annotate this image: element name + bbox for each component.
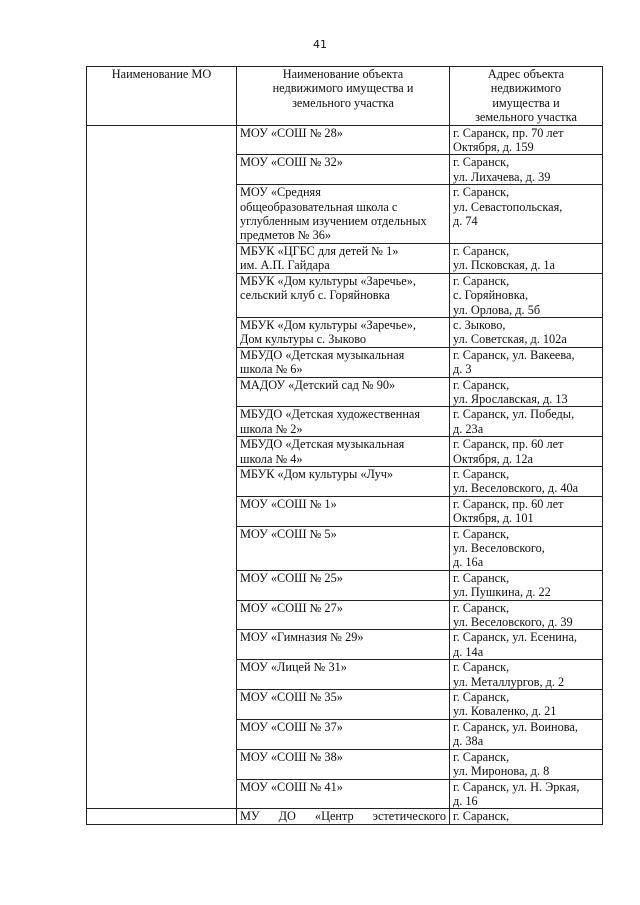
object-address-cell xyxy=(450,347,603,377)
object-name: МОУ «СОШ № 32» xyxy=(240,155,343,170)
object-address-cell xyxy=(450,407,603,437)
object-address-cell xyxy=(450,496,603,526)
object-name: МБУК «Дом культуры «Заречье», Дом культуры с. Зыково xyxy=(240,317,416,347)
object-address-cell xyxy=(450,600,603,630)
object-name: МОУ «СОШ № 28» xyxy=(240,125,343,140)
object-name: МОУ «СОШ № 27» xyxy=(240,600,343,615)
object-name: МБУДО «Детская музыкальная школа № 4» xyxy=(240,437,405,466)
object-address: г. Саранск, ул. Победы, д. 23а xyxy=(453,407,575,436)
object-address: г. Саранск, с. Горяйновка, ул. Орлова, д. 5б xyxy=(453,273,541,317)
object-name: МОУ «Лицей № 31» xyxy=(240,660,347,675)
object-address-cell xyxy=(450,719,603,749)
object-address: г. Саранск, ул. Веселовского, д. 16а xyxy=(453,526,545,570)
object-name: МОУ «СОШ № 38» xyxy=(240,749,343,764)
object-address-cell xyxy=(450,630,603,660)
object-address: г. Саранск, xyxy=(453,809,510,824)
header-mo-label: Наименование МО xyxy=(111,67,212,81)
object-name: МБУДО «Детская музыкальная школа № 6» xyxy=(240,347,405,377)
object-address-cell xyxy=(450,779,603,809)
table-row xyxy=(87,125,603,155)
object-address-cell xyxy=(450,437,603,467)
object-name: МОУ «СОШ № 41» xyxy=(240,779,343,794)
object-name-cell xyxy=(237,660,450,690)
mo-name-cell xyxy=(87,809,237,824)
object-name-cell xyxy=(237,407,450,437)
object-address-cell xyxy=(450,243,603,273)
mo-name-cell xyxy=(87,125,237,809)
object-name-cell xyxy=(237,809,450,824)
object-address: г. Саранск, ул. Ярославская, д. 13 xyxy=(453,377,568,406)
object-address: г. Саранск, ул. Пушкина, д. 22 xyxy=(453,570,551,600)
object-name: МУ ДО «Центр эстетического xyxy=(240,809,446,824)
object-name-cell xyxy=(237,155,450,185)
object-name-cell xyxy=(237,496,450,526)
header-object xyxy=(237,67,450,126)
object-address: г. Саранск, ул. Псковская, д. 1а xyxy=(453,243,555,273)
object-address-cell xyxy=(450,749,603,779)
object-name: МБУК «Дом культуры «Заречье», сельский клуб с. Горяйновка xyxy=(240,273,416,303)
object-name-cell xyxy=(237,690,450,720)
object-name-cell xyxy=(237,466,450,496)
property-table xyxy=(86,66,603,825)
object-address-cell xyxy=(450,809,603,824)
object-address-cell xyxy=(450,377,603,407)
object-name: МБУК «ЦГБС для детей № 1» им. А.П. Гайдара xyxy=(240,243,399,273)
object-address-cell xyxy=(450,185,603,244)
object-name-cell xyxy=(237,377,450,407)
object-name-cell xyxy=(237,243,450,273)
object-address-cell xyxy=(450,125,603,155)
object-address: г. Саранск, ул. Воинова, д. 38а xyxy=(453,719,578,749)
object-name-cell xyxy=(237,749,450,779)
header-object-label: Наименование объекта недвижимого имущества и земельного участка xyxy=(272,67,414,110)
object-name-cell xyxy=(237,317,450,347)
header-mo xyxy=(87,67,237,126)
object-name-cell xyxy=(237,437,450,467)
object-address: с. Зыково, ул. Советская, д. 102а xyxy=(453,317,567,347)
object-name-cell xyxy=(237,630,450,660)
object-address: г. Саранск, ул. Севастопольская, д. 74 xyxy=(453,185,563,229)
table-row xyxy=(87,809,603,824)
object-name: МБУК «Дом культуры «Луч» xyxy=(240,466,394,481)
object-name: МОУ «СОШ № 1» xyxy=(240,496,337,511)
header-address-label: Адрес объекта недвижимого имущества и земельного участка xyxy=(475,67,577,125)
page-number: 41 xyxy=(313,38,327,51)
object-name-cell xyxy=(237,347,450,377)
object-address-cell xyxy=(450,660,603,690)
object-address: г. Саранск, ул. Вакеева, д. 3 xyxy=(453,347,575,377)
object-address: г. Саранск, ул. Н. Эркая, д. 16 xyxy=(453,779,580,808)
object-address-cell xyxy=(450,526,603,570)
object-name-cell xyxy=(237,125,450,155)
object-name: МОУ «СОШ № 37» xyxy=(240,719,343,734)
object-name-cell xyxy=(237,600,450,630)
object-name-cell xyxy=(237,526,450,570)
object-name: МОУ «Средняя общеобразовательная школа с углубленным изучением отдельных предметов № 36» xyxy=(240,185,427,243)
object-name: МОУ «СОШ № 35» xyxy=(240,690,343,705)
object-address-cell xyxy=(450,317,603,347)
object-address: г. Саранск, ул. Коваленко, д. 21 xyxy=(453,690,557,719)
object-name-cell xyxy=(237,779,450,809)
object-address-cell xyxy=(450,690,603,720)
object-name-cell xyxy=(237,570,450,600)
object-name-cell xyxy=(237,719,450,749)
object-name-cell xyxy=(237,273,450,317)
object-address-cell xyxy=(450,570,603,600)
object-address: г. Саранск, пр. 60 лет Октября, д. 12а xyxy=(453,437,564,466)
object-address: г. Саранск, ул. Есенина, д. 14а xyxy=(453,630,577,659)
object-address: г. Саранск, ул. Лихачева, д. 39 xyxy=(453,155,551,184)
object-name: МОУ «СОШ № 5» xyxy=(240,526,337,541)
object-address: г. Саранск, пр. 70 лет Октября, д. 159 xyxy=(453,125,564,155)
object-address-cell xyxy=(450,466,603,496)
object-name: МБУДО «Детская художественная школа № 2» xyxy=(240,407,421,436)
table-body xyxy=(87,125,603,824)
object-address: г. Саранск, ул. Веселовского, д. 40а xyxy=(453,466,579,496)
object-name: МОУ «СОШ № 25» xyxy=(240,570,343,585)
object-address: г. Саранск, пр. 60 лет Октября, д. 101 xyxy=(453,496,564,526)
object-address: г. Саранск, ул. Веселовского, д. 39 xyxy=(453,600,573,630)
object-address-cell xyxy=(450,273,603,317)
object-name: МАДОУ «Детский сад № 90» xyxy=(240,377,396,392)
object-name: МОУ «Гимназия № 29» xyxy=(240,630,364,645)
object-name-cell xyxy=(237,185,450,244)
table-header-row xyxy=(87,67,603,126)
object-address: г. Саранск, ул. Металлургов, д. 2 xyxy=(453,660,565,689)
object-address-cell xyxy=(450,155,603,185)
object-address: г. Саранск, ул. Миронова, д. 8 xyxy=(453,749,550,779)
header-address xyxy=(450,67,603,126)
